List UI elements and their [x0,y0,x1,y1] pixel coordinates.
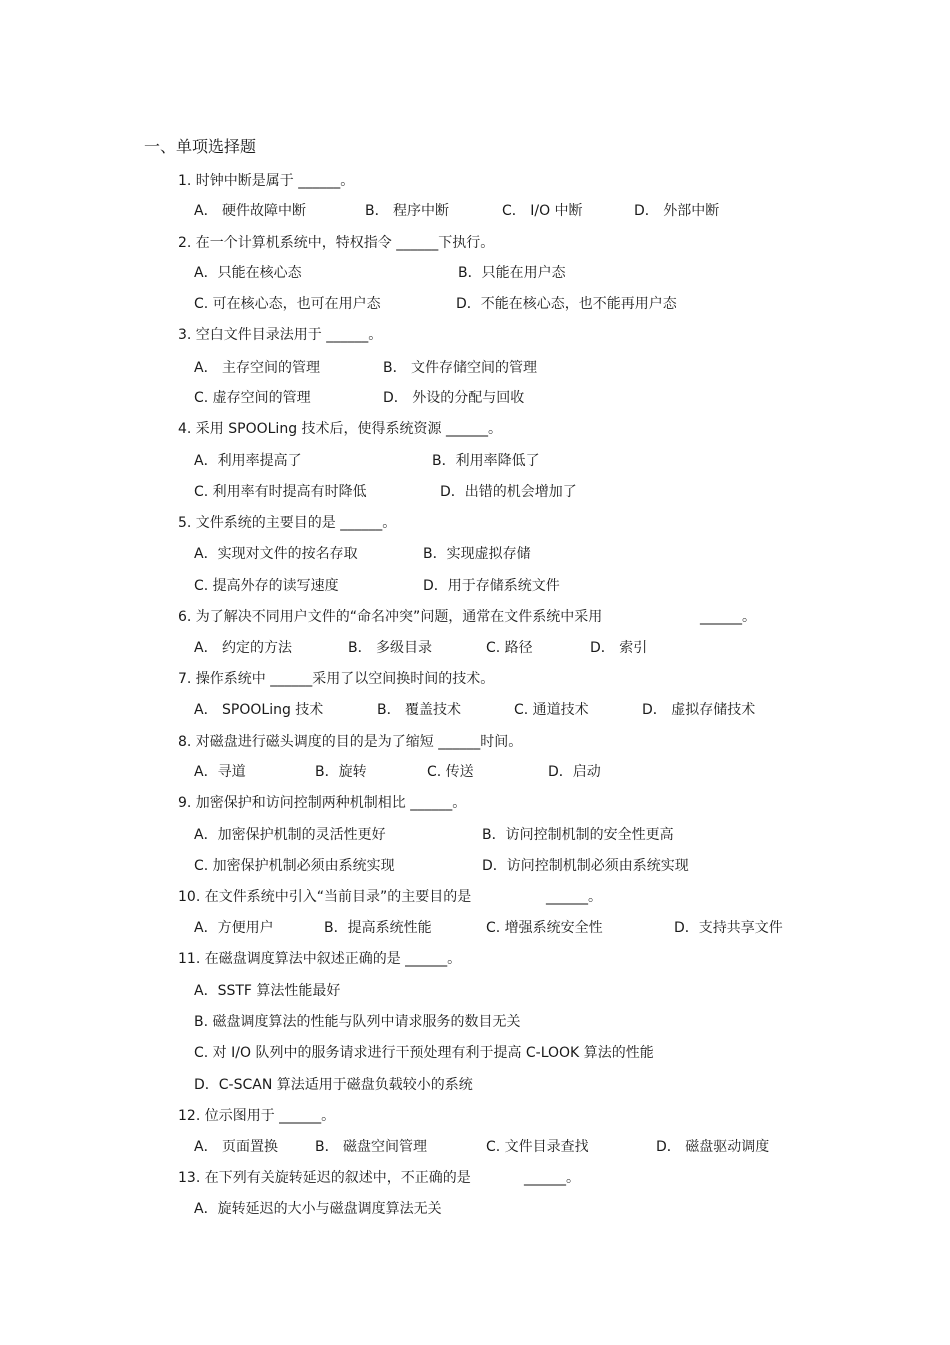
q9-option-a: A．加密保护机制的灵活性更好 [194,827,386,843]
q4-option-b: B．利用率降低了 [432,453,540,469]
q7-option-d: D． 虚拟存储技术 [642,702,756,718]
question-6: 6. 为了解决不同用户文件的“命名冲突”问题，通常在文件系统中采用 [178,609,603,625]
q9-option-b: B．访问控制机制的安全性更高 [482,827,674,843]
q1-option-b: B． 程序中断 [365,203,450,219]
q1-option-c: C． I/O 中断 [502,203,583,219]
question-1: 1. 时钟中断是属于 ______。 [178,173,355,189]
q6-blank: ______。 [700,609,756,625]
q10-option-a: A．方便用户 [194,920,274,936]
q8-option-a: A．寻道 [194,764,246,780]
q10-option-d: D．支持共享文件 [674,920,783,936]
q6-option-c: C. 路径 [486,640,533,656]
q10-option-b: B．提高系统性能 [324,920,432,936]
q2-option-b: B．只能在用户态 [458,265,566,281]
q10-option-c: C. 增强系统安全性 [486,920,603,936]
q8-option-b: B．旋转 [315,764,367,780]
question-9: 9. 加密保护和访问控制两种机制相比 ______。 [178,795,467,811]
q11-option-b: B. 磁盘调度算法的性能与队列中请求服务的数目无关 [194,1014,521,1030]
question-7: 7. 操作系统中 ______采用了以空间换时间的技术。 [178,671,495,687]
question-12: 12. 位示图用于 ______。 [178,1108,336,1124]
q13-blank: ______。 [524,1170,580,1186]
q6-option-d: D． 索引 [590,640,648,656]
q6-option-a: A． 约定的方法 [194,640,293,656]
q4-option-d: D．出错的机会增加了 [440,484,577,500]
q2-option-c: C. 可在核心态，也可在用户态 [194,296,381,312]
q8-option-c: C. 传送 [427,764,474,780]
q5-option-b: B．实现虚拟存储 [423,546,531,562]
q3-option-d: D． 外设的分配与回收 [383,390,525,406]
q5-option-a: A．实现对文件的按名存取 [194,546,358,562]
q4-option-c: C. 利用率有时提高有时降低 [194,484,367,500]
q7-option-a: A． SPOOLing 技术 [194,702,324,718]
question-8: 8. 对磁盘进行磁头调度的目的是为了缩短 ______时间。 [178,734,523,750]
q5-option-c: C. 提高外存的读写速度 [194,578,339,594]
q3-option-b: B． 文件存储空间的管理 [383,360,538,376]
q5-option-d: D．用于存储系统文件 [423,578,560,594]
q9-option-d: D．访问控制机制必须由系统实现 [482,858,689,874]
q12-option-d: D． 磁盘驱动调度 [656,1139,770,1155]
q4-option-a: A．利用率提高了 [194,453,302,469]
q2-option-d: D．不能在核心态，也不能再用户态 [456,296,677,312]
question-4: 4. 采用 SPOOLing 技术后，使得系统资源 ______。 [178,421,502,437]
q3-option-a: A． 主存空间的管理 [194,360,321,376]
question-2: 2. 在一个计算机系统中，特权指令 ______下执行。 [178,235,495,251]
q1-option-d: D． 外部中断 [634,203,720,219]
q12-option-b: B． 磁盘空间管理 [315,1139,428,1155]
question-3: 3. 空白文件目录法用于 ______。 [178,327,383,343]
q10-blank: ______。 [546,889,602,905]
q9-option-c: C. 加密保护机制必须由系统实现 [194,858,395,874]
q11-option-d: D．C-SCAN 算法适用于磁盘负载较小的系统 [194,1077,473,1093]
question-13: 13. 在下列有关旋转延迟的叙述中，不正确的是 [178,1170,471,1186]
q8-option-d: D．启动 [548,764,601,780]
q7-option-c: C. 通道技术 [514,702,589,718]
question-11: 11. 在磁盘调度算法中叙述正确的是 ______。 [178,951,462,967]
q11-option-a: A．SSTF 算法性能最好 [194,983,341,999]
q1-option-a: A． 硬件故障中断 [194,203,307,219]
q2-option-a: A．只能在核心态 [194,265,302,281]
q11-option-c: C. 对 I/O 队列中的服务请求进行干预处理有利于提高 C-LOOK 算法的性能 [194,1045,654,1061]
q6-option-b: B． 多级目录 [348,640,433,656]
section-title: 一、单项选择题 [144,137,257,156]
question-5: 5. 文件系统的主要目的是 ______。 [178,515,397,531]
q12-option-a: A． 页面置换 [194,1139,279,1155]
q12-option-c: C. 文件目录查找 [486,1139,589,1155]
question-10: 10. 在文件系统中引入“当前目录”的主要目的是 [178,889,472,905]
q3-option-c: C. 虚存空间的管理 [194,390,311,406]
q7-option-b: B． 覆盖技术 [377,702,462,718]
q13-option-a: A．旋转延迟的大小与磁盘调度算法无关 [194,1201,442,1217]
